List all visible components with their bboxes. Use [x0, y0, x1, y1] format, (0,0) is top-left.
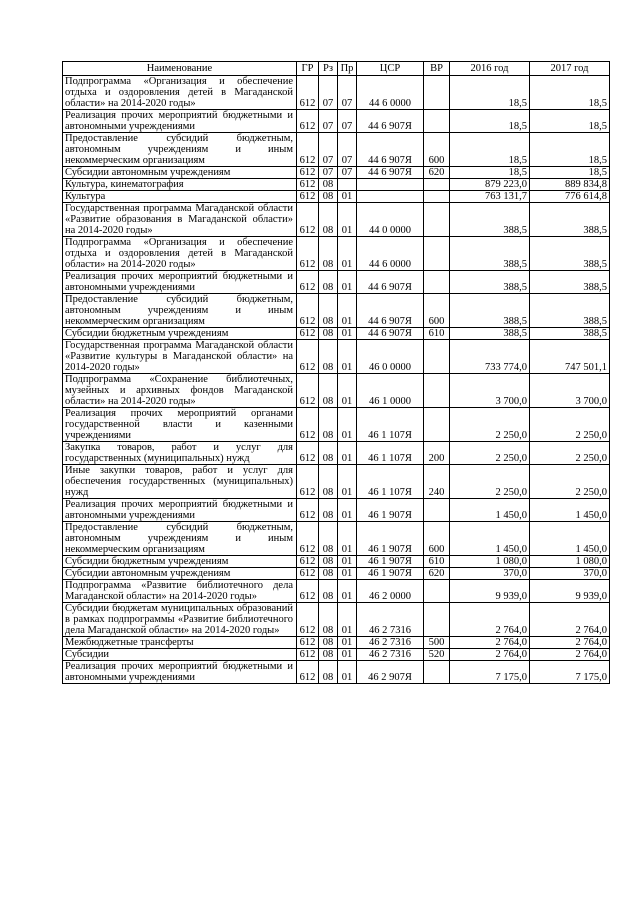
table-row	[63, 167, 610, 179]
cell-name: Подпрограмма «Организация и обеспечение отдыха и оздоровления детей в Магаданской области» на 2014-2020 годы»	[63, 237, 297, 271]
cell-gr: 612	[297, 133, 319, 167]
cell-gr: 612	[297, 110, 319, 133]
cell-rz: 07	[319, 133, 338, 167]
table-row	[63, 203, 610, 237]
cell-name: Субсидии	[63, 649, 297, 661]
cell-2017: 1 450,0	[530, 499, 610, 522]
cell-vr	[424, 340, 450, 374]
cell-name: Предоставление субсидий бюджетным, автономным учреждениям и иным некоммерческим организациям	[63, 522, 297, 556]
cell-rz: 08	[319, 603, 338, 637]
cell-pr: 07	[338, 167, 357, 179]
table-row	[63, 271, 610, 294]
cell-csr	[357, 179, 424, 191]
table-row	[63, 133, 610, 167]
cell-2017: 388,5	[530, 328, 610, 340]
header-gr: ГР	[297, 62, 319, 76]
cell-2016: 18,5	[450, 110, 530, 133]
cell-rz: 08	[319, 499, 338, 522]
table-row	[63, 294, 610, 328]
cell-2017: 388,5	[530, 237, 610, 271]
cell-2016: 18,5	[450, 133, 530, 167]
cell-2017: 7 175,0	[530, 661, 610, 684]
cell-pr: 01	[338, 522, 357, 556]
cell-name: Иные закупки товаров, работ и услуг для обеспечения государственных (муниципальных) нужд	[63, 465, 297, 499]
cell-csr: 46 1 907Я	[357, 568, 424, 580]
cell-vr: 200	[424, 442, 450, 465]
cell-2016: 2 250,0	[450, 408, 530, 442]
cell-gr: 612	[297, 499, 319, 522]
cell-csr: 46 2 7316	[357, 637, 424, 649]
cell-pr: 01	[338, 294, 357, 328]
header-2017: 2017 год	[530, 62, 610, 76]
cell-2017: 18,5	[530, 110, 610, 133]
cell-csr: 46 1 107Я	[357, 465, 424, 499]
cell-2017: 388,5	[530, 294, 610, 328]
cell-gr: 612	[297, 442, 319, 465]
cell-2017: 2 250,0	[530, 408, 610, 442]
cell-rz: 08	[319, 556, 338, 568]
cell-rz: 08	[319, 465, 338, 499]
cell-2016: 733 774,0	[450, 340, 530, 374]
cell-2017: 2 764,0	[530, 637, 610, 649]
cell-vr	[424, 661, 450, 684]
cell-gr: 612	[297, 661, 319, 684]
cell-gr: 612	[297, 374, 319, 408]
cell-gr: 612	[297, 556, 319, 568]
cell-2017: 370,0	[530, 568, 610, 580]
cell-gr: 612	[297, 649, 319, 661]
cell-rz: 08	[319, 237, 338, 271]
cell-2017: 2 764,0	[530, 649, 610, 661]
cell-vr	[424, 110, 450, 133]
header-pr: Пр	[338, 62, 357, 76]
cell-csr: 46 2 7316	[357, 649, 424, 661]
header-2016: 2016 год	[450, 62, 530, 76]
cell-2017: 3 700,0	[530, 374, 610, 408]
cell-pr: 01	[338, 442, 357, 465]
cell-2016: 9 939,0	[450, 580, 530, 603]
cell-csr: 44 6 0000	[357, 76, 424, 110]
cell-csr: 46 2 907Я	[357, 661, 424, 684]
cell-csr: 46 1 0000	[357, 374, 424, 408]
table-row	[63, 556, 610, 568]
table-row	[63, 179, 610, 191]
cell-csr: 44 6 0000	[357, 237, 424, 271]
cell-csr: 46 1 907Я	[357, 499, 424, 522]
cell-2017: 18,5	[530, 76, 610, 110]
cell-gr: 612	[297, 568, 319, 580]
table-row	[63, 328, 610, 340]
cell-pr: 07	[338, 133, 357, 167]
cell-2016: 388,5	[450, 271, 530, 294]
cell-rz: 08	[319, 294, 338, 328]
cell-csr: 44 6 907Я	[357, 271, 424, 294]
cell-name: Подпрограмма «Сохранение библиотечных, музейных и архивных фондов Магаданской области» на 2014-2020 годы»	[63, 374, 297, 408]
cell-pr: 01	[338, 374, 357, 408]
cell-rz: 08	[319, 568, 338, 580]
cell-rz: 08	[319, 374, 338, 408]
cell-vr: 600	[424, 522, 450, 556]
cell-vr	[424, 603, 450, 637]
cell-name: Предоставление субсидий бюджетным, автономным учреждениям и иным некоммерческим организациям	[63, 294, 297, 328]
cell-2016: 7 175,0	[450, 661, 530, 684]
table-row	[63, 661, 610, 684]
cell-2017: 18,5	[530, 167, 610, 179]
header-rz: Рз	[319, 62, 338, 76]
cell-csr: 46 0 0000	[357, 340, 424, 374]
cell-csr: 44 6 907Я	[357, 110, 424, 133]
cell-2016: 2 764,0	[450, 649, 530, 661]
cell-pr: 01	[338, 637, 357, 649]
cell-name: Подпрограмма «Организация и обеспечение отдыха и оздоровления детей в Магаданской области» на 2014-2020 годы»	[63, 76, 297, 110]
cell-2016: 18,5	[450, 167, 530, 179]
cell-pr: 01	[338, 340, 357, 374]
table-row	[63, 499, 610, 522]
cell-vr: 600	[424, 133, 450, 167]
cell-csr: 44 6 907Я	[357, 294, 424, 328]
cell-csr: 44 6 907Я	[357, 328, 424, 340]
cell-2017: 776 614,8	[530, 191, 610, 203]
cell-rz: 08	[319, 637, 338, 649]
cell-gr: 612	[297, 637, 319, 649]
cell-2016: 2 250,0	[450, 465, 530, 499]
cell-2017: 2 250,0	[530, 442, 610, 465]
cell-name: Предоставление субсидий бюджетным, автономным учреждениям и иным некоммерческим организациям	[63, 133, 297, 167]
cell-vr	[424, 271, 450, 294]
cell-csr: 44 0 0000	[357, 203, 424, 237]
cell-pr: 07	[338, 110, 357, 133]
cell-2016: 1 450,0	[450, 499, 530, 522]
cell-gr: 612	[297, 271, 319, 294]
cell-name: Культура	[63, 191, 297, 203]
cell-pr: 01	[338, 203, 357, 237]
table-row	[63, 522, 610, 556]
cell-gr: 612	[297, 237, 319, 271]
cell-csr: 46 2 0000	[357, 580, 424, 603]
cell-gr: 612	[297, 603, 319, 637]
cell-rz: 08	[319, 191, 338, 203]
cell-pr: 01	[338, 499, 357, 522]
cell-rz: 08	[319, 649, 338, 661]
cell-name: Реализация прочих мероприятий бюджетными и автономными учреждениями	[63, 110, 297, 133]
cell-2016: 388,5	[450, 237, 530, 271]
cell-rz: 08	[319, 661, 338, 684]
cell-pr: 01	[338, 556, 357, 568]
table-row	[63, 637, 610, 649]
cell-rz: 08	[319, 580, 338, 603]
header-name: Наименование	[63, 62, 297, 76]
cell-vr	[424, 179, 450, 191]
cell-2016: 1 450,0	[450, 522, 530, 556]
cell-gr: 612	[297, 294, 319, 328]
cell-name: Подпрограмма «Развитие библиотечного дела Магаданской области» на 2014-2020 годы»	[63, 580, 297, 603]
cell-rz: 08	[319, 408, 338, 442]
cell-csr: 46 1 107Я	[357, 408, 424, 442]
cell-pr: 07	[338, 76, 357, 110]
cell-vr	[424, 191, 450, 203]
cell-name: Субсидии автономным учреждениям	[63, 568, 297, 580]
cell-2017: 18,5	[530, 133, 610, 167]
cell-vr	[424, 408, 450, 442]
cell-2016: 2 764,0	[450, 637, 530, 649]
table-row	[63, 603, 610, 637]
cell-vr: 500	[424, 637, 450, 649]
cell-gr: 612	[297, 179, 319, 191]
cell-rz: 07	[319, 110, 338, 133]
cell-pr: 01	[338, 328, 357, 340]
cell-2016: 763 131,7	[450, 191, 530, 203]
cell-vr: 610	[424, 328, 450, 340]
table-row	[63, 76, 610, 110]
table-row	[63, 442, 610, 465]
table-row	[63, 340, 610, 374]
cell-vr: 620	[424, 568, 450, 580]
cell-rz: 08	[319, 271, 338, 294]
cell-csr: 46 1 907Я	[357, 522, 424, 556]
cell-2016: 3 700,0	[450, 374, 530, 408]
cell-vr	[424, 499, 450, 522]
table-row	[63, 465, 610, 499]
cell-name: Субсидии бюджетным учреждениям	[63, 556, 297, 568]
table-row	[63, 649, 610, 661]
header-csr: ЦСР	[357, 62, 424, 76]
cell-rz: 08	[319, 203, 338, 237]
cell-2016: 2 764,0	[450, 603, 530, 637]
cell-pr: 01	[338, 661, 357, 684]
cell-pr: 01	[338, 465, 357, 499]
cell-name: Реализация прочих мероприятий бюджетными и автономными учреждениями	[63, 661, 297, 684]
cell-2016: 388,5	[450, 294, 530, 328]
cell-pr: 01	[338, 271, 357, 294]
cell-csr	[357, 191, 424, 203]
cell-vr	[424, 76, 450, 110]
header-vr: ВР	[424, 62, 450, 76]
table-body	[63, 76, 610, 684]
cell-vr: 620	[424, 167, 450, 179]
cell-gr: 612	[297, 191, 319, 203]
cell-2017: 388,5	[530, 271, 610, 294]
cell-name: Культура, кинематография	[63, 179, 297, 191]
cell-rz: 08	[319, 442, 338, 465]
cell-gr: 612	[297, 76, 319, 110]
cell-vr	[424, 237, 450, 271]
cell-2016: 879 223,0	[450, 179, 530, 191]
cell-rz: 07	[319, 76, 338, 110]
cell-rz: 08	[319, 328, 338, 340]
cell-name: Государственная программа Магаданской области «Развитие образования в Магаданской области» на 2014-2020 годы»	[63, 203, 297, 237]
cell-2016: 18,5	[450, 76, 530, 110]
cell-2017: 1 080,0	[530, 556, 610, 568]
cell-gr: 612	[297, 580, 319, 603]
cell-gr: 612	[297, 522, 319, 556]
cell-csr: 46 1 907Я	[357, 556, 424, 568]
cell-csr: 46 2 7316	[357, 603, 424, 637]
cell-pr: 01	[338, 568, 357, 580]
table-row	[63, 408, 610, 442]
cell-2016: 2 250,0	[450, 442, 530, 465]
cell-rz: 08	[319, 340, 338, 374]
cell-2016: 1 080,0	[450, 556, 530, 568]
cell-2017: 2 250,0	[530, 465, 610, 499]
cell-pr: 01	[338, 603, 357, 637]
cell-rz: 07	[319, 167, 338, 179]
cell-2016: 370,0	[450, 568, 530, 580]
cell-name: Реализация прочих мероприятий бюджетными и автономными учреждениями	[63, 271, 297, 294]
table-row	[63, 110, 610, 133]
cell-pr: 01	[338, 649, 357, 661]
cell-2017: 889 834,8	[530, 179, 610, 191]
cell-name: Межбюджетные трансферты	[63, 637, 297, 649]
cell-gr: 612	[297, 408, 319, 442]
table-row	[63, 191, 610, 203]
cell-2016: 388,5	[450, 328, 530, 340]
cell-vr: 610	[424, 556, 450, 568]
cell-name: Субсидии автономным учреждениям	[63, 167, 297, 179]
table-header	[63, 62, 610, 76]
budget-table	[62, 61, 610, 684]
cell-2017: 388,5	[530, 203, 610, 237]
cell-rz: 08	[319, 522, 338, 556]
table-row	[63, 374, 610, 408]
cell-2016: 388,5	[450, 203, 530, 237]
cell-pr: 01	[338, 580, 357, 603]
cell-name: Государственная программа Магаданской области «Развитие культуры в Магаданской области» на 2014-2020 годы»	[63, 340, 297, 374]
cell-2017: 747 501,1	[530, 340, 610, 374]
cell-gr: 612	[297, 203, 319, 237]
table-row	[63, 580, 610, 603]
cell-vr: 520	[424, 649, 450, 661]
cell-name: Реализация прочих мероприятий органами государственной власти и казенными учреждениями	[63, 408, 297, 442]
cell-name: Реализация прочих мероприятий бюджетными и автономными учреждениями	[63, 499, 297, 522]
header-row	[63, 62, 610, 76]
cell-csr: 44 6 907Я	[357, 167, 424, 179]
cell-2017: 9 939,0	[530, 580, 610, 603]
cell-2017: 2 764,0	[530, 603, 610, 637]
table-row	[63, 568, 610, 580]
cell-vr: 240	[424, 465, 450, 499]
cell-vr	[424, 203, 450, 237]
cell-gr: 612	[297, 340, 319, 374]
cell-csr: 46 1 107Я	[357, 442, 424, 465]
cell-gr: 612	[297, 167, 319, 179]
cell-vr: 600	[424, 294, 450, 328]
cell-2017: 1 450,0	[530, 522, 610, 556]
cell-pr	[338, 179, 357, 191]
table-row	[63, 237, 610, 271]
cell-pr: 01	[338, 191, 357, 203]
cell-vr	[424, 374, 450, 408]
cell-name: Субсидии бюджетным учреждениям	[63, 328, 297, 340]
cell-vr	[424, 580, 450, 603]
cell-pr: 01	[338, 237, 357, 271]
cell-pr: 01	[338, 408, 357, 442]
cell-csr: 44 6 907Я	[357, 133, 424, 167]
cell-name: Закупка товаров, работ и услуг для государственных (муниципальных) нужд	[63, 442, 297, 465]
cell-rz: 08	[319, 179, 338, 191]
cell-gr: 612	[297, 328, 319, 340]
cell-name: Субсидии бюджетам муниципальных образований в рамках подпрограммы «Развитие библиотечного дела Магаданской области» на 2014-2020 годы»	[63, 603, 297, 637]
cell-gr: 612	[297, 465, 319, 499]
